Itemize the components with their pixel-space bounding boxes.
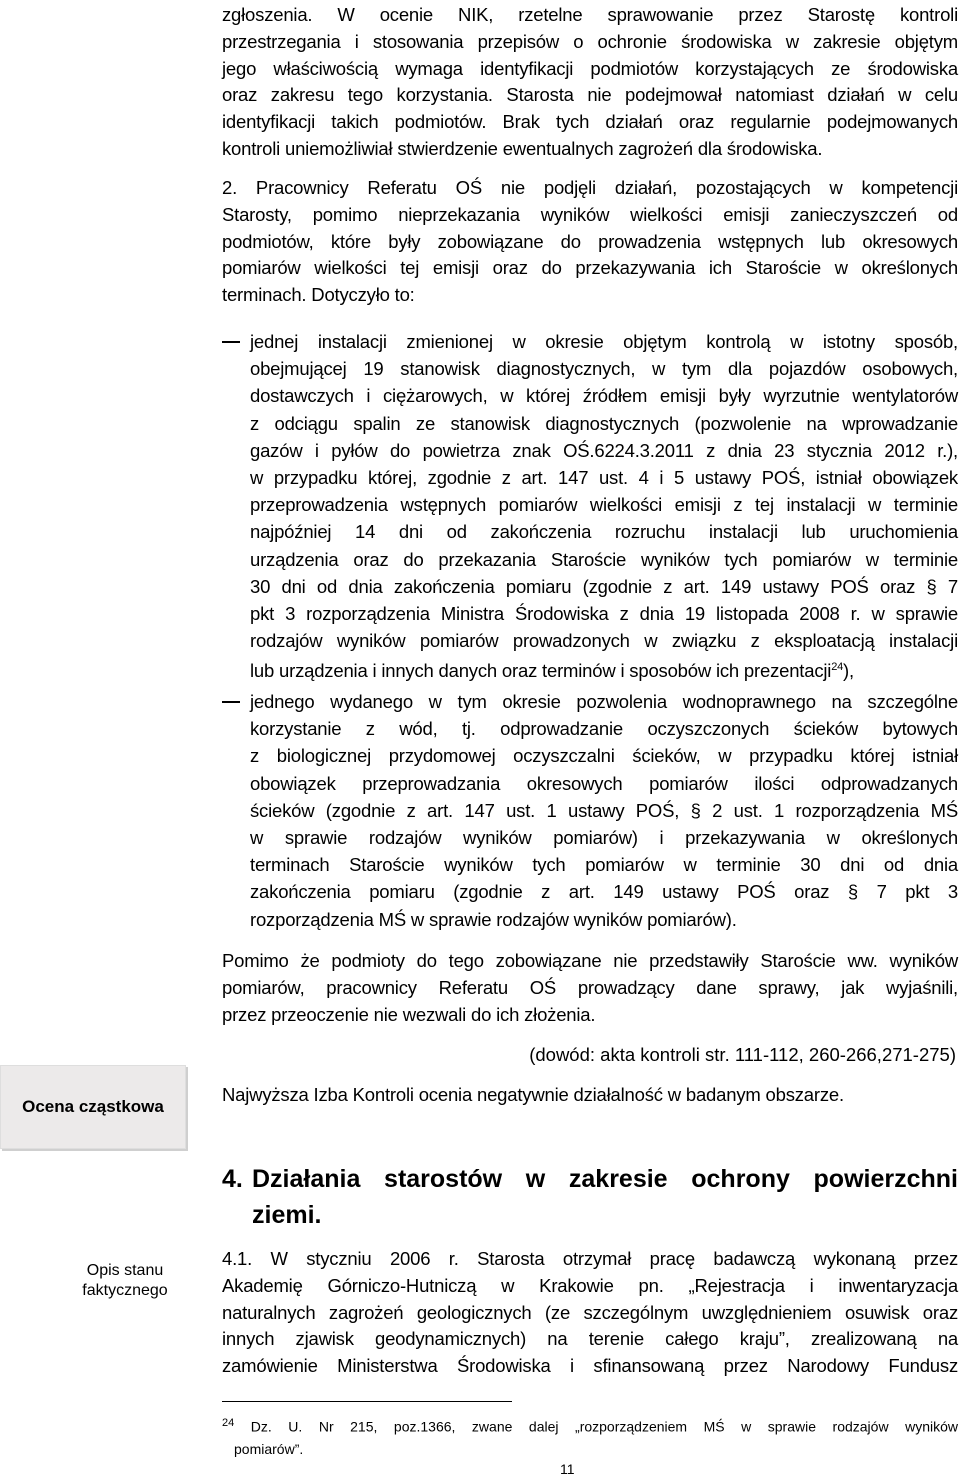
bullet-item-water-permit [222, 688, 958, 933]
section-heading [222, 1161, 958, 1233]
text-line: jego właściwością wymaga identyfikacji podmiotów korzystających ze środowiska [222, 57, 958, 79]
text-line: naturalnych zagrożeń geologicznych (ze szczególnym uwzględnieniem osuwisk oraz [222, 1301, 958, 1323]
text-line: 2. Pracownicy Referatu OŚ nie podjęli działań, pozostających w kompetencji [222, 177, 958, 198]
text-line: zgłoszenia. W ocenie NIK, rzetelne sprawowanie przez Starostę kontroli [222, 4, 958, 25]
text-line: korzystanie z wód, tj. odprowadzanie oczyszczonych ścieków bytowych [250, 718, 958, 740]
bullet-body [250, 328, 958, 685]
footnote-line [222, 1412, 958, 1438]
text-line: terminach Staroście wyników tych pomiarów w terminie 30 dni od dnia [250, 854, 958, 876]
text-line: rodzajów wyników pomiarów prowadzonych w związku z eksploatacją instalacji [250, 630, 958, 652]
page-number: 11 [560, 1461, 575, 1477]
text-line: w przypadku której, zgodnie z art. 147 ust. 4 i 5 ustawy POŚ, istniał obowiązek [250, 467, 958, 489]
text-fragment: lub urządzenia i innych danych oraz terminów i sposobów ich prezentacji [250, 660, 832, 682]
text-line: dostawczych i ciężarowych, w której źródłem emisji były wyrzutnie wentylatorów [250, 385, 958, 407]
text-line: jednego wydanego w tym okresie pozwolenia wodnoprawnego na szczególne [250, 691, 958, 712]
footnote-line: pomiarów”. [234, 1440, 304, 1457]
heading-line [222, 1161, 958, 1197]
text-line: jednej instalacji zmienionej w okresie objętym kontrolą w istotny sposób, [250, 331, 958, 352]
sidebar-opis-line: faktycznego [82, 1282, 168, 1299]
text-line: terminach. Dotyczyło to: [222, 284, 415, 306]
footnote-ref: 24 [831, 661, 844, 674]
sidebar-opis-line: Opis stanu [86, 1262, 164, 1279]
text-line: 30 dni od dnia zakończenia pomiaru (zgodnie z art. 149 ustawy POŚ oraz § 7 [250, 575, 958, 597]
text-line: w sprawie rodzajów wyników pomiarów) i przekazywania w określonych [250, 827, 958, 849]
footnote-marker: 24 [222, 1417, 235, 1429]
dash-bullet-icon [222, 341, 240, 343]
text-line: kontroli uniemożliwiał stwierdzenie ewentualnych zagrożeń dla środowiska. [222, 137, 823, 159]
text-line: pomiarów, pracownicy Referatu OŚ prowadzący dane sprawy, jak wyjaśnili, [222, 976, 958, 998]
text-line: 4.1. W styczniu 2006 r. Starosta otrzymał pracę badawczą wykonaną przez [222, 1248, 958, 1269]
text-line: identyfikacji takich podmiotów. Brak tych działań oraz regularnie podejmowanych [222, 111, 958, 133]
text-line: podmiotów, które były zobowiązane do prowadzenia wstępnych lub okresowych [222, 230, 958, 252]
text-fragment: ), [843, 660, 854, 682]
text-line: z biologicznej przydomowej oczyszczalni ścieków, w przypadku której istniał [250, 745, 958, 767]
ocena-text [222, 1082, 958, 1109]
text-line: przez przeoczenie nie wezwali do ich złożenia. [222, 1003, 596, 1025]
text-line: pomiarów wielkości tej emisji oraz do przekazywania ich Staroście w określonych [222, 257, 958, 279]
text-line: obejmującej 19 stanowisk diagnostycznych, w tym dla pojazdów osobowych, [250, 358, 958, 380]
text-line: Starosty, pomimo nieprzekazania wyników wielkości emisji zanieczyszczeń od [222, 203, 958, 225]
paragraph-intro [222, 2, 958, 163]
bullet-item-installation [222, 328, 958, 685]
text-line: gazów i pyłów do powietrza znak OŚ.6224.3.2011 z dnia 23 stycznia 2012 r.), [250, 439, 958, 461]
text-line: obowiązek przeprowadzania okresowych pomiarów ilości odprowadzanych [250, 772, 958, 794]
sidebar-ocena-label: Ocena cząstkowa [22, 1097, 164, 1116]
bullet-body [250, 688, 958, 933]
text-line [250, 654, 958, 684]
text-line: z odciągu spalin ze stanowisk diagnostycznych (pozwolenie na wprowadzanie [250, 412, 958, 434]
text-line: Akademię Górniczo-Hutniczą w Krakowie pn. „Rejestracja i inwentaryzacja [222, 1274, 958, 1296]
section-number: 4. [222, 1165, 243, 1193]
footnote-divider [222, 1401, 512, 1402]
section-title: Działania starostów w zakresie ochrony powierzchni [252, 1165, 958, 1193]
sidebar-ocena-box [0, 1065, 186, 1149]
text-line: ścieków (zgodnie z art. 147 ust. 1 ustawy POŚ, § 2 ust. 1 rozporządzenia MŚ [250, 799, 958, 821]
paragraph-point-2 [222, 175, 958, 309]
text-line: pkt 3 rozporządzenia Ministra Środowiska z dnia 19 listopada 2008 r. w sprawie [250, 603, 958, 625]
evidence-reference: (dowód: akta kontroli str. 111-112, 260-266,271-275) [529, 1044, 956, 1065]
heading-line: ziemi. [252, 1201, 322, 1229]
text-line: urządzenia oraz do przekazania Staroście wyników tych pomiarów w terminie [250, 548, 958, 570]
footnote-text: Dz. U. Nr 215, poz.1366, zwane dalej „rozporządzeniem MŚ w sprawie rodzajów wyników [250, 1418, 958, 1435]
footnote [222, 1412, 958, 1460]
sidebar-opis-label [70, 1261, 180, 1301]
paragraph-summary [222, 948, 958, 1028]
text-line: przestrzegania i stosowania przepisów o ochronie środowiska w zakresie objętym [222, 30, 958, 52]
text-line: zakończenia pomiaru (zgodnie z art. 149 ustawy POŚ oraz § 7 pkt 3 [250, 881, 958, 903]
text-line: przeprowadzenia wstępnych pomiarów wielkości emisji z tej instalacji w terminie [250, 494, 958, 516]
text-line: oraz zakresu tego korzystania. Starosta nie podejmował natomiast działań w celu [222, 84, 958, 106]
text-line: innych zjawisk geodynamicznych) na terenie całego kraju”, zrealizowaną na [222, 1328, 958, 1350]
text-line: Pomimo że podmioty do tego zobowiązane nie przedstawiły Staroście ww. wyników [222, 950, 958, 971]
paragraph-4-1 [222, 1246, 958, 1380]
text-line: najpóźniej 14 dni od zakończenia rozruchu instalacji lub uruchomienia [250, 521, 958, 543]
text-line: zamówienie Ministerstwa Środowiska i sfinansowaną przez Narodowy Fundusz [222, 1355, 958, 1377]
dash-bullet-icon [222, 701, 240, 703]
text-line: rozporządzenia MŚ w sprawie rodzajów wyników pomiarów). [250, 908, 737, 930]
text-line: Najwyższa Izba Kontroli ocenia negatywnie działalność w badanym obszarze. [222, 1084, 844, 1105]
